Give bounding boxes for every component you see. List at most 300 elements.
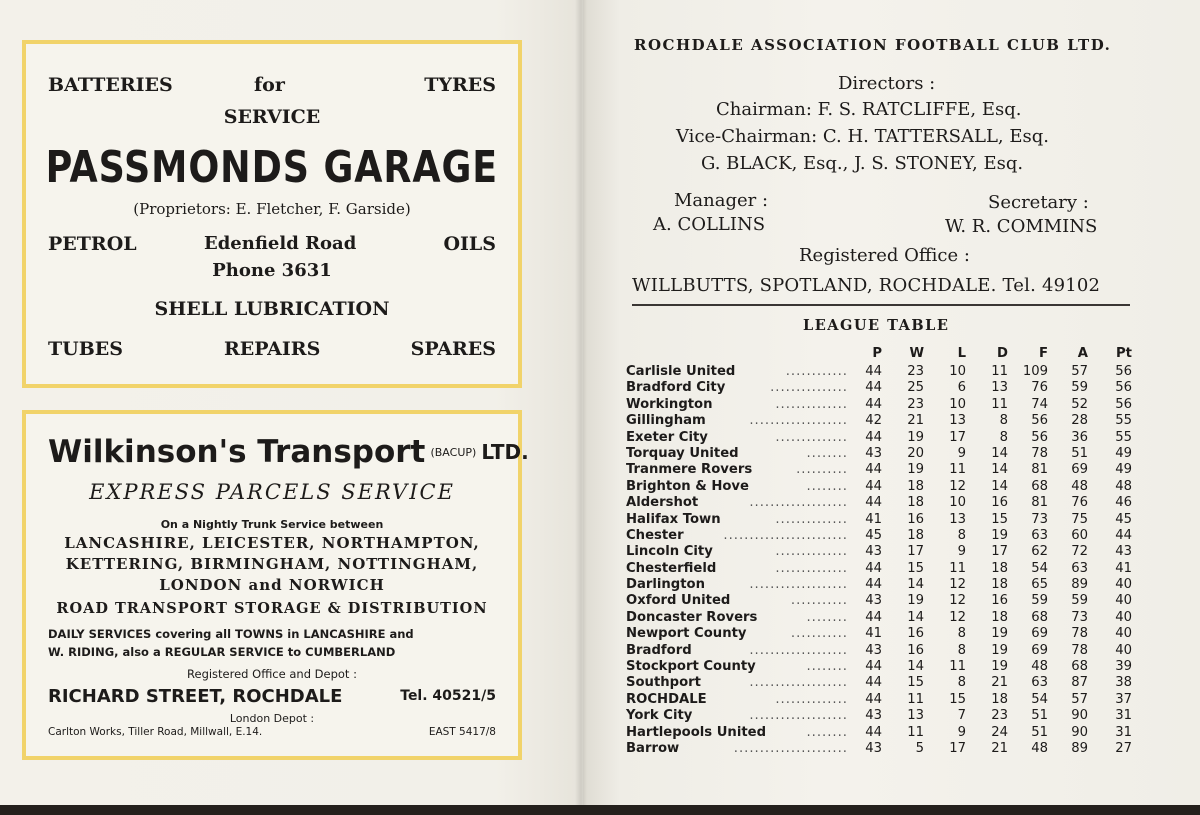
cell-f: 48 bbox=[1031, 740, 1048, 756]
cell-w: 15 bbox=[907, 560, 924, 576]
richard-street-address: RICHARD STREET, ROCHDALE bbox=[48, 686, 343, 707]
cell-l: 8 bbox=[957, 642, 966, 658]
cell-a: 51 bbox=[1071, 445, 1088, 461]
table-row bbox=[626, 495, 1136, 511]
cell-pt: 44 bbox=[1115, 527, 1132, 543]
leader-dots: ........ bbox=[806, 659, 848, 675]
cell-f: 109 bbox=[1022, 364, 1048, 379]
cell-l: 12 bbox=[949, 577, 966, 593]
team-name: Doncaster Rovers bbox=[626, 609, 758, 625]
cell-f: 54 bbox=[1031, 560, 1048, 576]
leader-dots: ................... bbox=[749, 495, 848, 511]
cell-a: 28 bbox=[1071, 413, 1088, 429]
cell-p: 44 bbox=[865, 380, 882, 396]
team-name: Gillingham bbox=[626, 413, 706, 429]
cell-w: 13 bbox=[907, 708, 924, 724]
team-name: Southport bbox=[626, 675, 701, 691]
cell-a: 89 bbox=[1071, 740, 1088, 756]
cell-p: 43 bbox=[865, 593, 882, 609]
cell-w: 23 bbox=[907, 364, 924, 379]
cell-p: 44 bbox=[865, 691, 882, 707]
cell-a: 60 bbox=[1071, 527, 1088, 543]
trunk-service-text: On a Nightly Trunk Service between bbox=[160, 518, 384, 531]
wilkinsons-transport-advert bbox=[22, 410, 529, 760]
cell-pt: 48 bbox=[1115, 478, 1132, 494]
daily-services-line-2: W. RIDING, also a REGULAR SERVICE to CUMBERLAND bbox=[48, 645, 396, 659]
desk-edge bbox=[0, 805, 1200, 815]
passmonds-garage-advert bbox=[22, 40, 522, 388]
leader-dots: ............ bbox=[785, 364, 848, 379]
column-header-pt: Pt bbox=[1116, 346, 1132, 361]
cell-l: 6 bbox=[957, 380, 966, 396]
cell-p: 43 bbox=[865, 708, 882, 724]
cell-l: 17 bbox=[949, 740, 966, 756]
cell-a: 36 bbox=[1071, 429, 1088, 445]
cell-a: 69 bbox=[1071, 462, 1088, 478]
cell-a: 63 bbox=[1071, 560, 1088, 576]
table-row bbox=[626, 741, 1136, 757]
cell-l: 13 bbox=[949, 511, 966, 527]
cell-pt: 40 bbox=[1115, 577, 1132, 593]
cell-a: 57 bbox=[1071, 364, 1088, 379]
service-label: SERVICE bbox=[223, 106, 321, 128]
batteries-label: BATTERIES bbox=[48, 74, 173, 96]
london-depot-address: Carlton Works, Tiller Road, Millwall, E.14. bbox=[48, 726, 263, 738]
cell-f: 69 bbox=[1031, 642, 1048, 658]
cell-pt: 41 bbox=[1115, 560, 1132, 576]
table-row bbox=[626, 626, 1136, 642]
ltd-label: LTD. bbox=[481, 440, 529, 464]
petrol-label: PETROL bbox=[48, 233, 137, 255]
cell-d: 19 bbox=[991, 527, 1008, 543]
tyres-label: TYRES bbox=[424, 74, 496, 96]
cell-pt: 49 bbox=[1115, 445, 1132, 461]
cell-p: 43 bbox=[865, 544, 882, 560]
cell-p: 43 bbox=[865, 642, 882, 658]
garage-address: Edenfield Road bbox=[204, 233, 357, 254]
cell-p: 44 bbox=[865, 659, 882, 675]
cell-p: 44 bbox=[865, 396, 882, 412]
leader-dots: ........ bbox=[806, 445, 848, 461]
team-name: ROCHDALE bbox=[626, 691, 707, 707]
cell-l: 8 bbox=[957, 675, 966, 691]
cell-p: 42 bbox=[865, 413, 882, 429]
column-header-a: A bbox=[1077, 346, 1088, 361]
cell-f: 63 bbox=[1031, 675, 1048, 691]
team-name: Aldershot bbox=[626, 495, 699, 511]
cell-f: 51 bbox=[1031, 708, 1048, 724]
cell-d: 14 bbox=[991, 478, 1008, 494]
cell-w: 14 bbox=[907, 609, 924, 625]
leader-dots: ................... bbox=[749, 642, 848, 658]
for-label: for bbox=[254, 74, 285, 96]
london-depot-label: London Depot : bbox=[229, 712, 315, 725]
team-name: Exeter City bbox=[626, 429, 708, 445]
cell-f: 65 bbox=[1031, 577, 1048, 593]
manager-label: Manager : bbox=[674, 190, 769, 211]
club-name-heading: ROCHDALE ASSOCIATION FOOTBALL CLUB LTD. bbox=[634, 36, 1112, 54]
repairs-label: REPAIRS bbox=[224, 338, 321, 360]
transport-name: Wilkinson's Transport bbox=[48, 434, 426, 470]
leader-dots: .............. bbox=[775, 544, 848, 560]
cell-a: 87 bbox=[1071, 675, 1088, 691]
cell-pt: 56 bbox=[1115, 364, 1132, 379]
cell-pt: 55 bbox=[1115, 429, 1132, 445]
registered-office-label: Registered Office and Depot : bbox=[187, 667, 357, 681]
cell-w: 5 bbox=[915, 740, 924, 756]
cell-a: 90 bbox=[1071, 708, 1088, 724]
cell-d: 8 bbox=[999, 429, 1008, 445]
cell-a: 89 bbox=[1071, 577, 1088, 593]
cell-w: 18 bbox=[907, 527, 924, 543]
table-row bbox=[626, 561, 1136, 577]
cell-w: 15 bbox=[907, 675, 924, 691]
leader-dots: ........... bbox=[790, 626, 848, 642]
cell-w: 18 bbox=[907, 495, 924, 511]
transport-title-line bbox=[48, 434, 529, 470]
cell-l: 9 bbox=[957, 544, 966, 560]
cell-d: 18 bbox=[991, 560, 1008, 576]
vice-chairman-line: Vice-Chairman: C. H. TATTERSALL, Esq. bbox=[676, 126, 1049, 147]
team-name: Chester bbox=[626, 527, 684, 543]
table-row bbox=[626, 675, 1136, 691]
cell-f: 81 bbox=[1031, 462, 1048, 478]
cell-d: 23 bbox=[991, 708, 1008, 724]
cell-pt: 40 bbox=[1115, 642, 1132, 658]
cell-w: 16 bbox=[907, 626, 924, 642]
leader-dots: ........ bbox=[806, 724, 848, 740]
daily-services-line-1: DAILY SERVICES covering all TOWNS in LANCASHIRE and bbox=[48, 627, 414, 641]
manager-name: A. COLLINS bbox=[653, 214, 766, 235]
cell-f: 69 bbox=[1031, 626, 1048, 642]
cell-a: 52 bbox=[1071, 396, 1088, 412]
cell-p: 44 bbox=[865, 675, 882, 691]
cell-l: 15 bbox=[949, 691, 966, 707]
cell-l: 17 bbox=[949, 429, 966, 445]
table-row bbox=[626, 479, 1136, 495]
table-row bbox=[626, 413, 1136, 429]
cell-f: 48 bbox=[1031, 659, 1048, 675]
cell-d: 17 bbox=[991, 544, 1008, 560]
team-name: Bradford bbox=[626, 642, 692, 658]
cell-p: 44 bbox=[865, 429, 882, 445]
cell-f: 81 bbox=[1031, 495, 1048, 511]
directors-label: Directors : bbox=[838, 73, 936, 94]
secretary-name: W. R. COMMINS bbox=[945, 216, 1098, 237]
garage-name: PASSMONDS GARAGE bbox=[45, 142, 499, 193]
cell-l: 11 bbox=[949, 462, 966, 478]
cell-d: 21 bbox=[991, 740, 1008, 756]
column-header-w: W bbox=[909, 346, 924, 361]
cell-pt: 40 bbox=[1115, 609, 1132, 625]
cell-p: 43 bbox=[865, 740, 882, 756]
cell-p: 44 bbox=[865, 478, 882, 494]
cell-a: 90 bbox=[1071, 724, 1088, 740]
table-row bbox=[626, 708, 1136, 724]
cell-f: 63 bbox=[1031, 527, 1048, 543]
cell-pt: 27 bbox=[1115, 740, 1132, 756]
cell-f: 74 bbox=[1031, 396, 1048, 412]
storage-distribution: ROAD TRANSPORT STORAGE & DISTRIBUTION bbox=[56, 600, 488, 617]
towns-line-3: LONDON and NORWICH bbox=[159, 576, 385, 594]
east-phone: EAST 5417/8 bbox=[428, 726, 496, 738]
table-row bbox=[626, 380, 1136, 396]
cell-pt: 31 bbox=[1115, 708, 1132, 724]
cell-w: 19 bbox=[907, 429, 924, 445]
cell-p: 44 bbox=[865, 724, 882, 740]
cell-w: 25 bbox=[907, 380, 924, 396]
cell-d: 8 bbox=[999, 413, 1008, 429]
other-directors-line: G. BLACK, Esq., J. S. STONEY, Esq. bbox=[701, 153, 1024, 174]
team-name: Lincoln City bbox=[626, 544, 713, 560]
column-header-d: D bbox=[997, 346, 1008, 361]
cell-d: 19 bbox=[991, 626, 1008, 642]
table-row bbox=[626, 364, 1136, 380]
cell-d: 13 bbox=[991, 380, 1008, 396]
team-name: Workington bbox=[626, 396, 713, 412]
cell-pt: 39 bbox=[1115, 659, 1132, 675]
cell-f: 56 bbox=[1031, 413, 1048, 429]
cell-pt: 40 bbox=[1115, 626, 1132, 642]
cell-p: 43 bbox=[865, 445, 882, 461]
team-name: Hartlepools United bbox=[626, 724, 767, 740]
garage-phone: Phone 3631 bbox=[212, 260, 332, 281]
cell-d: 16 bbox=[991, 495, 1008, 511]
towns-line-2: KETTERING, BIRMINGHAM, NOTTINGHAM, bbox=[65, 555, 479, 573]
cell-f: 54 bbox=[1031, 691, 1048, 707]
table-row bbox=[626, 462, 1136, 478]
column-header-p: P bbox=[872, 346, 882, 361]
cell-l: 8 bbox=[957, 527, 966, 543]
cell-d: 21 bbox=[991, 675, 1008, 691]
cell-w: 16 bbox=[907, 511, 924, 527]
cell-w: 11 bbox=[907, 724, 924, 740]
cell-d: 11 bbox=[991, 396, 1008, 412]
cell-p: 44 bbox=[865, 495, 882, 511]
cell-f: 51 bbox=[1031, 724, 1048, 740]
table-row bbox=[626, 643, 1136, 659]
cell-p: 44 bbox=[865, 609, 882, 625]
team-name: Torquay United bbox=[626, 445, 739, 461]
cell-f: 62 bbox=[1031, 544, 1048, 560]
oils-label: OILS bbox=[443, 233, 496, 255]
cell-a: 48 bbox=[1071, 478, 1088, 494]
cell-d: 19 bbox=[991, 642, 1008, 658]
cell-d: 18 bbox=[991, 691, 1008, 707]
cell-f: 68 bbox=[1031, 609, 1048, 625]
team-name: Barrow bbox=[626, 740, 680, 756]
cell-d: 15 bbox=[991, 511, 1008, 527]
cell-pt: 56 bbox=[1115, 380, 1132, 396]
cell-p: 44 bbox=[865, 364, 882, 379]
cell-a: 59 bbox=[1071, 593, 1088, 609]
shell-lubrication: SHELL LUBRICATION bbox=[154, 298, 390, 320]
cell-w: 16 bbox=[907, 642, 924, 658]
cell-l: 11 bbox=[949, 560, 966, 576]
tubes-label: TUBES bbox=[48, 338, 123, 360]
cell-p: 41 bbox=[865, 511, 882, 527]
cell-a: 76 bbox=[1071, 495, 1088, 511]
cell-a: 78 bbox=[1071, 642, 1088, 658]
league-table-title: LEAGUE TABLE bbox=[803, 317, 950, 334]
leader-dots: .............. bbox=[775, 691, 848, 707]
cell-f: 78 bbox=[1031, 445, 1048, 461]
cell-f: 73 bbox=[1031, 511, 1048, 527]
cell-p: 44 bbox=[865, 462, 882, 478]
spares-label: SPARES bbox=[410, 338, 496, 360]
team-name: Brighton & Hove bbox=[626, 478, 749, 494]
leader-dots: ................... bbox=[749, 413, 848, 429]
cell-l: 9 bbox=[957, 724, 966, 740]
chairman-line: Chairman: F. S. RATCLIFFE, Esq. bbox=[716, 99, 1022, 120]
cell-pt: 43 bbox=[1115, 544, 1132, 560]
cell-d: 24 bbox=[991, 724, 1008, 740]
cell-d: 18 bbox=[991, 577, 1008, 593]
cell-pt: 31 bbox=[1115, 724, 1132, 740]
cell-d: 19 bbox=[991, 659, 1008, 675]
leader-dots: .............. bbox=[775, 511, 848, 527]
table-row bbox=[626, 593, 1136, 609]
registered-office-address: WILLBUTTS, SPOTLAND, ROCHDALE. Tel. 49102 bbox=[632, 275, 1101, 296]
team-name: Newport County bbox=[626, 626, 747, 642]
cell-w: 18 bbox=[907, 478, 924, 494]
cell-pt: 38 bbox=[1115, 675, 1132, 691]
express-parcels-tagline: EXPRESS PARCELS SERVICE bbox=[89, 480, 455, 504]
cell-f: 59 bbox=[1031, 593, 1048, 609]
divider-rule bbox=[632, 304, 1130, 306]
leader-dots: ............... bbox=[770, 380, 848, 396]
leader-dots: .......... bbox=[796, 462, 848, 478]
cell-d: 18 bbox=[991, 609, 1008, 625]
cell-pt: 49 bbox=[1115, 462, 1132, 478]
cell-w: 23 bbox=[907, 396, 924, 412]
table-row bbox=[626, 397, 1136, 413]
leader-dots: ........................ bbox=[723, 527, 848, 543]
cell-w: 11 bbox=[907, 691, 924, 707]
cell-p: 45 bbox=[865, 527, 882, 543]
cell-d: 16 bbox=[991, 593, 1008, 609]
cell-w: 21 bbox=[907, 413, 924, 429]
cell-a: 57 bbox=[1071, 691, 1088, 707]
page-gutter bbox=[575, 0, 587, 805]
cell-w: 19 bbox=[907, 462, 924, 478]
table-row bbox=[626, 446, 1136, 462]
cell-p: 41 bbox=[865, 626, 882, 642]
team-name: Stockport County bbox=[626, 659, 756, 675]
team-name: Darlington bbox=[626, 577, 705, 593]
cell-w: 20 bbox=[907, 445, 924, 461]
leader-dots: ........ bbox=[806, 478, 848, 494]
table-row bbox=[626, 725, 1136, 741]
leader-dots: ................... bbox=[749, 708, 848, 724]
table-row bbox=[626, 610, 1136, 626]
cell-l: 9 bbox=[957, 445, 966, 461]
cell-l: 10 bbox=[949, 364, 966, 379]
cell-a: 59 bbox=[1071, 380, 1088, 396]
cell-a: 73 bbox=[1071, 609, 1088, 625]
bacup-label: (BACUP) bbox=[430, 446, 477, 459]
table-row bbox=[626, 659, 1136, 675]
cell-a: 68 bbox=[1071, 659, 1088, 675]
registered-office-heading: Registered Office : bbox=[799, 245, 970, 266]
cell-l: 10 bbox=[949, 396, 966, 412]
cell-l: 12 bbox=[949, 609, 966, 625]
column-header-f: F bbox=[1038, 346, 1048, 361]
leader-dots: ........ bbox=[806, 609, 848, 625]
table-row bbox=[626, 512, 1136, 528]
cell-p: 44 bbox=[865, 560, 882, 576]
cell-d: 14 bbox=[991, 462, 1008, 478]
cell-w: 14 bbox=[907, 577, 924, 593]
secretary-label: Secretary : bbox=[988, 192, 1089, 213]
cell-l: 13 bbox=[949, 413, 966, 429]
cell-pt: 55 bbox=[1115, 413, 1132, 429]
cell-l: 10 bbox=[949, 495, 966, 511]
cell-d: 11 bbox=[991, 364, 1008, 379]
team-name: Oxford United bbox=[626, 593, 731, 609]
league-table bbox=[626, 346, 1136, 757]
leader-dots: .............. bbox=[775, 560, 848, 576]
cell-l: 12 bbox=[949, 593, 966, 609]
team-name: Bradford City bbox=[626, 380, 726, 396]
leader-dots: .............. bbox=[775, 429, 848, 445]
table-row bbox=[626, 577, 1136, 593]
cell-a: 78 bbox=[1071, 626, 1088, 642]
cell-f: 56 bbox=[1031, 429, 1048, 445]
team-name: Halifax Town bbox=[626, 511, 721, 527]
league-table-header bbox=[626, 346, 1136, 364]
cell-l: 8 bbox=[957, 626, 966, 642]
garage-name-wrap bbox=[26, 142, 518, 193]
cell-l: 11 bbox=[949, 659, 966, 675]
leader-dots: ................... bbox=[749, 675, 848, 691]
cell-l: 12 bbox=[949, 478, 966, 494]
team-name: York City bbox=[626, 708, 693, 724]
column-header-l: L bbox=[957, 346, 966, 361]
table-row bbox=[626, 692, 1136, 708]
table-row bbox=[626, 430, 1136, 446]
leader-dots: ...................... bbox=[733, 740, 848, 756]
cell-a: 72 bbox=[1071, 544, 1088, 560]
cell-pt: 46 bbox=[1115, 495, 1132, 511]
leader-dots: .............. bbox=[775, 396, 848, 412]
cell-pt: 45 bbox=[1115, 511, 1132, 527]
cell-w: 19 bbox=[907, 593, 924, 609]
cell-d: 14 bbox=[991, 445, 1008, 461]
cell-p: 44 bbox=[865, 577, 882, 593]
cell-f: 76 bbox=[1031, 380, 1048, 396]
cell-pt: 37 bbox=[1115, 691, 1132, 707]
cell-l: 7 bbox=[957, 708, 966, 724]
team-name: Carlisle United bbox=[626, 364, 736, 379]
transport-telephone: Tel. 40521/5 bbox=[400, 688, 496, 704]
cell-f: 68 bbox=[1031, 478, 1048, 494]
team-name: Tranmere Rovers bbox=[626, 462, 753, 478]
league-table-body bbox=[626, 364, 1136, 757]
towns-line-1: LANCASHIRE, LEICESTER, NORTHAMPTON, bbox=[64, 534, 480, 552]
cell-pt: 40 bbox=[1115, 593, 1132, 609]
proprietors-text: (Proprietors: E. Fletcher, F. Garside) bbox=[133, 200, 411, 218]
cell-w: 14 bbox=[907, 659, 924, 675]
cell-a: 75 bbox=[1071, 511, 1088, 527]
table-row bbox=[626, 544, 1136, 560]
leader-dots: ................... bbox=[749, 577, 848, 593]
team-name: Chesterfield bbox=[626, 560, 717, 576]
cell-w: 17 bbox=[907, 544, 924, 560]
table-row bbox=[626, 528, 1136, 544]
leader-dots: ........... bbox=[790, 593, 848, 609]
cell-pt: 56 bbox=[1115, 396, 1132, 412]
